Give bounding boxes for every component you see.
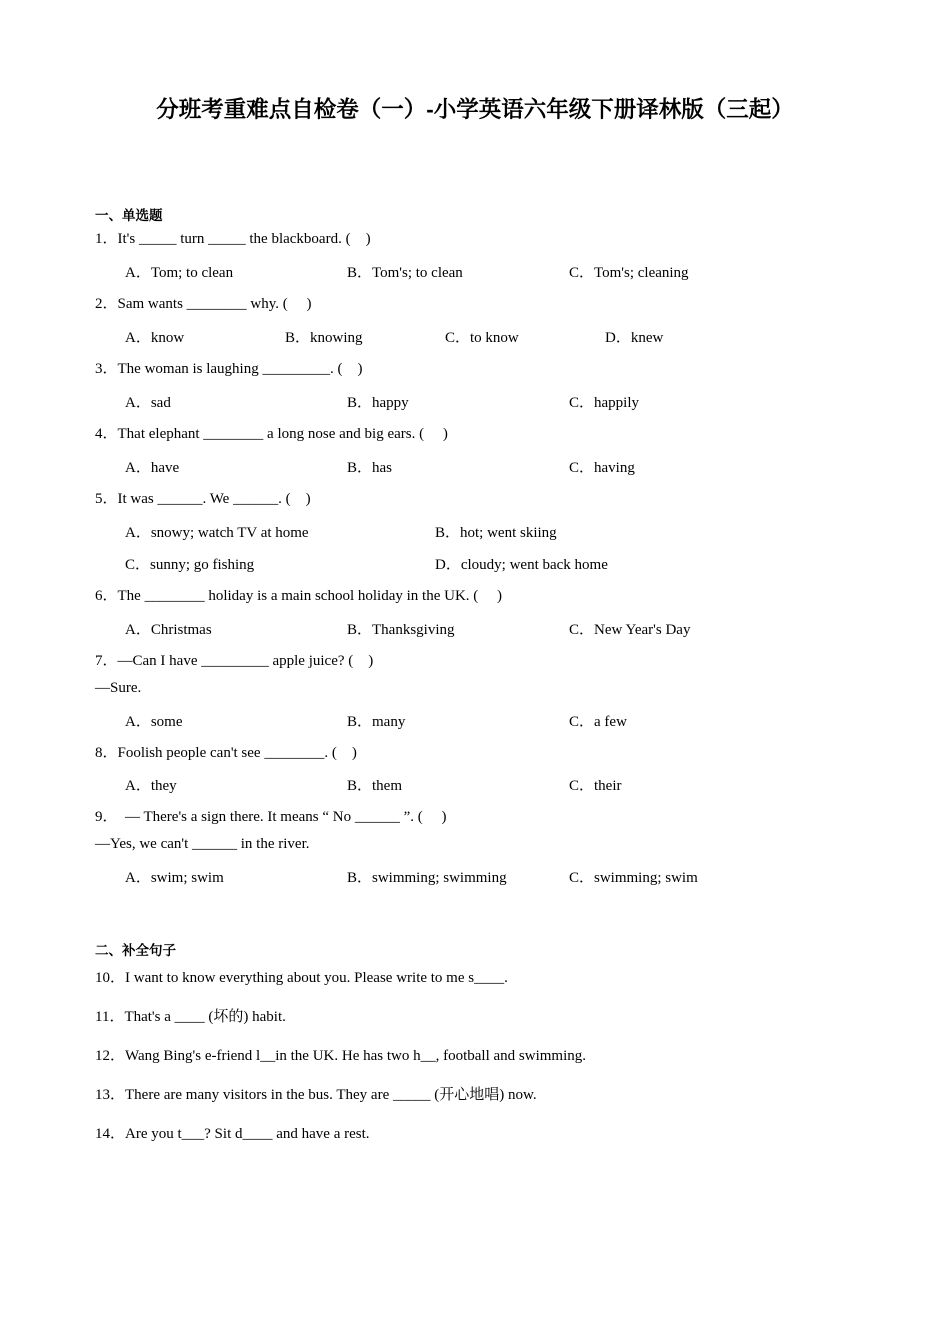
option-row (95, 456, 855, 477)
question-stem: 7．—Can I have _________ apple juice? ( ) (95, 652, 374, 669)
question-continuation: —Yes, we can't ______ in the river. (95, 836, 310, 853)
option-b[interactable]: B．Tom's; to clean (347, 264, 463, 281)
question-stem: 6．The ________ holiday is a main school holiday in the UK. ( ) (95, 587, 503, 604)
question-stem: 5．It was ______. We ______. ( ) (95, 490, 311, 507)
option-row (95, 391, 855, 412)
option-row (95, 326, 855, 347)
option-row (95, 553, 855, 574)
option-row (95, 261, 855, 282)
question-stem: 11．That's a ____ (坏的) habit. (95, 1009, 286, 1026)
option-c[interactable]: C．happily (569, 394, 639, 411)
option-a[interactable]: A．swim; swim (125, 870, 224, 887)
option-a[interactable]: A．know (125, 329, 185, 346)
option-c[interactable]: C．sunny; go fishing (125, 556, 255, 573)
question-stem: 12．Wang Bing's e-friend l__in the UK. He has two h__, football and swimming. (95, 1048, 587, 1065)
option-d[interactable]: D．knew (605, 329, 664, 346)
question-stem: 4．That elephant ________ a long nose and big ears. ( ) (95, 425, 448, 442)
option-c[interactable]: C．to know (445, 329, 519, 346)
option-c[interactable]: C．having (569, 459, 635, 476)
option-b[interactable]: B．many (347, 713, 406, 730)
option-a[interactable]: A．sad (125, 394, 171, 411)
option-c[interactable]: C．a few (569, 713, 627, 730)
question-stem: 14．Are you t___? Sit d____ and have a rest. (95, 1126, 370, 1143)
question-stem: 9． — There's a sign there. It means “ No ______ ”. ( ) (95, 809, 447, 826)
option-a[interactable]: A．have (125, 459, 180, 476)
option-row (95, 521, 855, 542)
page-title: 分班考重难点自检卷（一）-小学英语六年级下册译林版（三起） (156, 97, 794, 122)
option-a[interactable]: A．snowy; watch TV at home (125, 524, 309, 541)
option-a[interactable]: A．they (125, 778, 177, 795)
option-row (95, 774, 855, 795)
option-c[interactable]: C．their (569, 778, 622, 795)
option-c[interactable]: C．Tom's; cleaning (569, 264, 689, 281)
option-c[interactable]: C．swimming; swim (569, 870, 698, 887)
option-row (95, 710, 855, 731)
section-heading-single-choice: 一、单选题 (95, 208, 163, 223)
option-a[interactable]: A．Christmas (125, 621, 212, 638)
option-a[interactable]: A．some (125, 713, 183, 730)
option-b[interactable]: B．knowing (285, 329, 363, 346)
question-stem: 2．Sam wants ________ why. ( ) (95, 295, 312, 312)
option-b[interactable]: B．Thanksgiving (347, 621, 455, 638)
option-b[interactable]: B．hot; went skiing (435, 524, 557, 541)
question-stem: 10．I want to know everything about you. Please write to me s____. (95, 970, 508, 987)
option-c[interactable]: C．New Year's Day (569, 621, 691, 638)
option-b[interactable]: B．them (347, 778, 402, 795)
option-b[interactable]: B．swimming; swimming (347, 870, 507, 887)
option-row (95, 618, 855, 639)
question-stem: 13．There are many visitors in the bus. They are _____ (开心地唱) now. (95, 1087, 537, 1104)
option-a[interactable]: A．Tom; to clean (125, 264, 234, 281)
question-stem: 3．The woman is laughing _________. ( ) (95, 360, 363, 377)
option-row (95, 866, 855, 887)
option-b[interactable]: B．happy (347, 394, 409, 411)
section-heading-complete-sentences: 二、补全句子 (95, 943, 176, 959)
question-continuation: —Sure. (95, 679, 142, 696)
option-d[interactable]: D．cloudy; went back home (435, 556, 608, 573)
question-stem: 1．It's _____ turn _____ the blackboard. ( ) (95, 231, 371, 247)
question-stem: 8．Foolish people can't see ________. ( ) (95, 744, 357, 761)
option-b[interactable]: B．has (347, 459, 393, 476)
